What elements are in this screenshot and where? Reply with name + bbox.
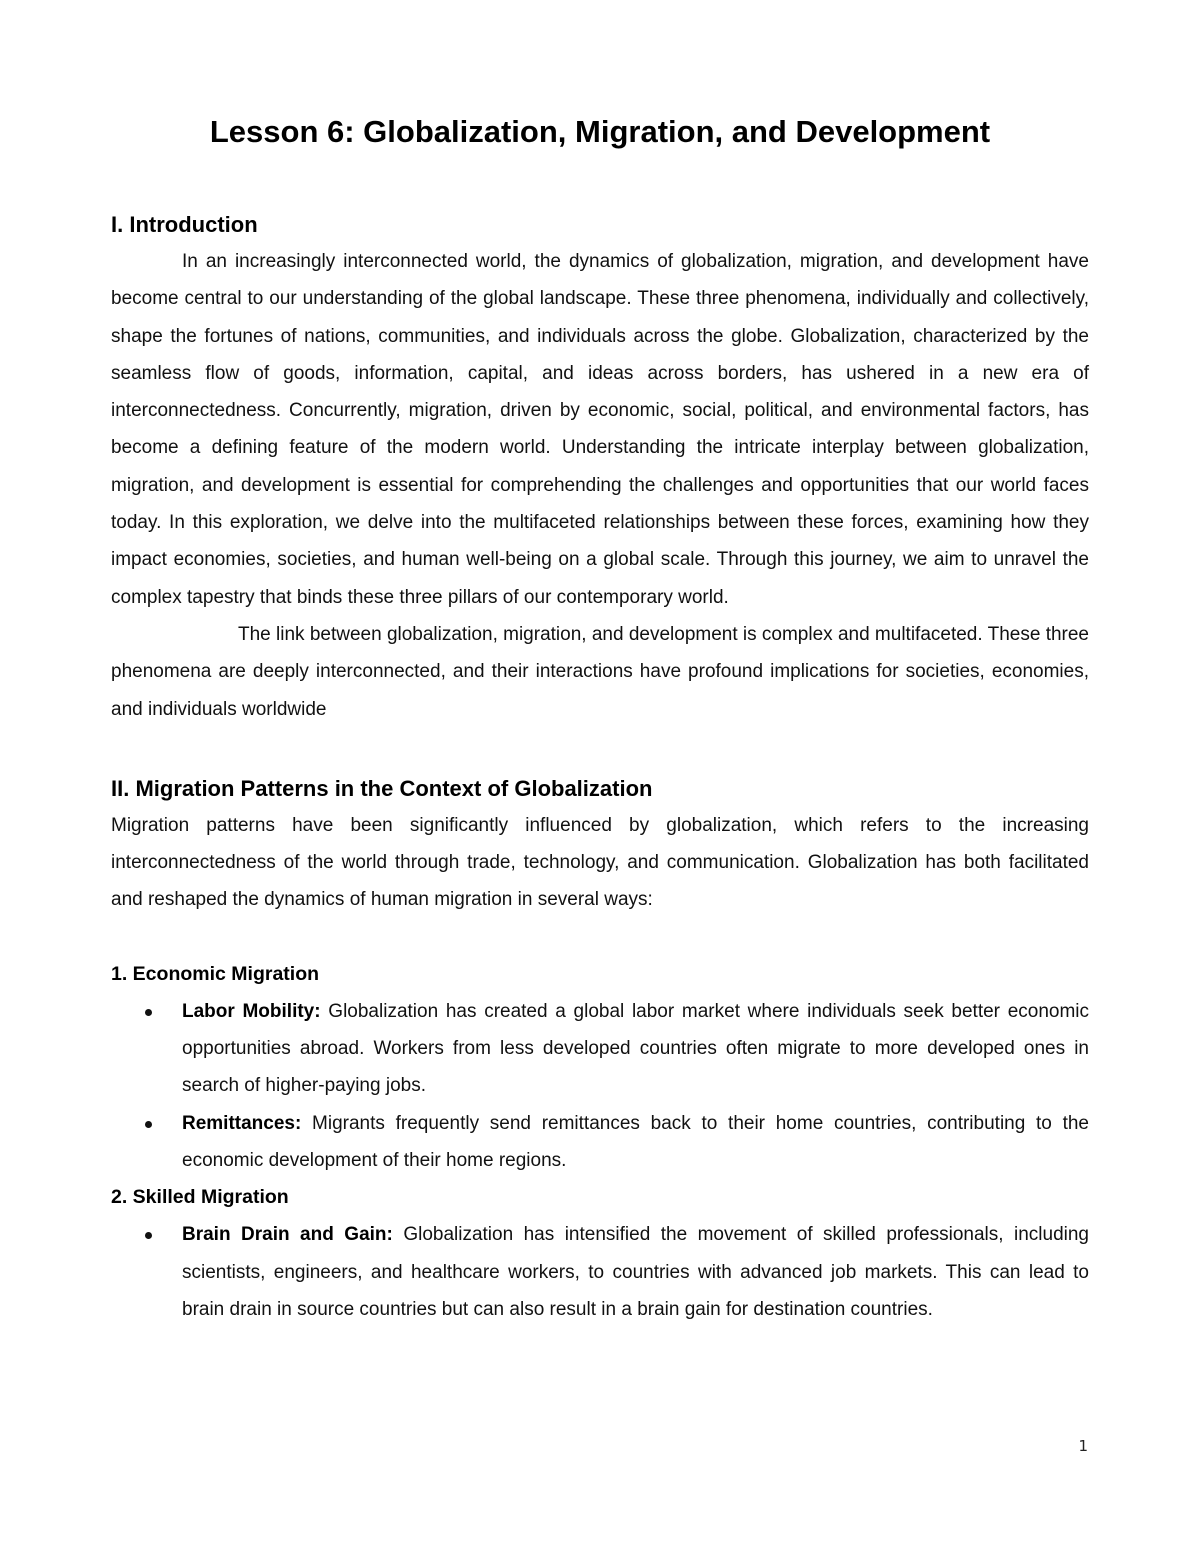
bullet-icon: [145, 1232, 152, 1239]
bullet-icon: [145, 1121, 152, 1128]
document-title: Lesson 6: Globalization, Migration, and Development: [209, 114, 991, 149]
list-item: [111, 1216, 1089, 1328]
list-item: [111, 993, 1089, 1105]
list-item: [111, 1105, 1089, 1180]
skilled-migration-list: [111, 1216, 1089, 1328]
bullet-icon: [145, 1009, 152, 1016]
intro-paragraph-1: In an increasingly interconnected world, the dynamics of globalization, migration, and development have become central to our understanding of the global landscape. These three phenomena, individually and collectively, shape the fortunes of nations, communities, and individuals across the globe. Globalization, characterized by the seamless flow of goods, information, capital, and ideas across borders, has ushered in a new era of interconnectedness. Concurrently, migration, driven by economic, social, political, and environmental factors, has become a defining feature of the modern world. Understanding the intricate interplay between globalization, migration, and development is essential for comprehending the challenges and opportunities that our world faces today. In this exploration, we delve into the multifaceted relationships between these forces, examining how they impact economies, societies, and human well-being on a global scale. Through this journey, we aim to unravel the complex tapestry that binds these three pillars of our contemporary world.: [111, 251, 1089, 608]
section-heading-introduction: I. Introduction: [111, 212, 258, 237]
economic-migration-list: [111, 993, 1089, 1179]
subheading-skilled-migration: 2. Skilled Migration: [111, 1186, 289, 1209]
list-item-term: Remittances:: [182, 1112, 302, 1134]
list-item-term: Brain Drain and Gain:: [182, 1224, 393, 1246]
list-item-text: Globalization has intensified the movement of skilled professionals, including scientists, engineers, and healthcare workers, to countries with advanced job markets. This can lead to brain drain in source countries but can also result in a brain gain for destination countries.: [182, 1224, 1090, 1320]
intro-paragraph-2: The link between globalization, migration, and development is complex and multifaceted. These three phenomena are deeply interconnected, and their interactions have profound implications for societies, economies, and individuals worldwide: [111, 623, 1089, 720]
list-item-term: Labor Mobility:: [182, 1000, 321, 1022]
section-heading-migration-patterns: II. Migration Patterns in the Context of Globalization: [111, 775, 653, 801]
migration-paragraph: Migration patterns have been significantly influenced by globalization, which refers to the increasing interconnectedness of the world through trade, technology, and communication. Globalization has both facilitated and reshaped the dynamics of human migration in several ways:: [111, 814, 1089, 911]
list-item-text: Migrants frequently send remittances back to their home countries, contributing to the economic development of their home regions.: [182, 1112, 1089, 1171]
page-number: 1: [1078, 1437, 1088, 1455]
page-content: [111, 108, 1089, 1328]
subheading-economic-migration: 1. Economic Migration: [111, 962, 320, 985]
list-item-text: Globalization has created a global labor market where individuals seek better economic opportunities abroad. Workers from less developed countries often migrate to more developed ones in search of higher-paying jobs.: [182, 1000, 1090, 1097]
